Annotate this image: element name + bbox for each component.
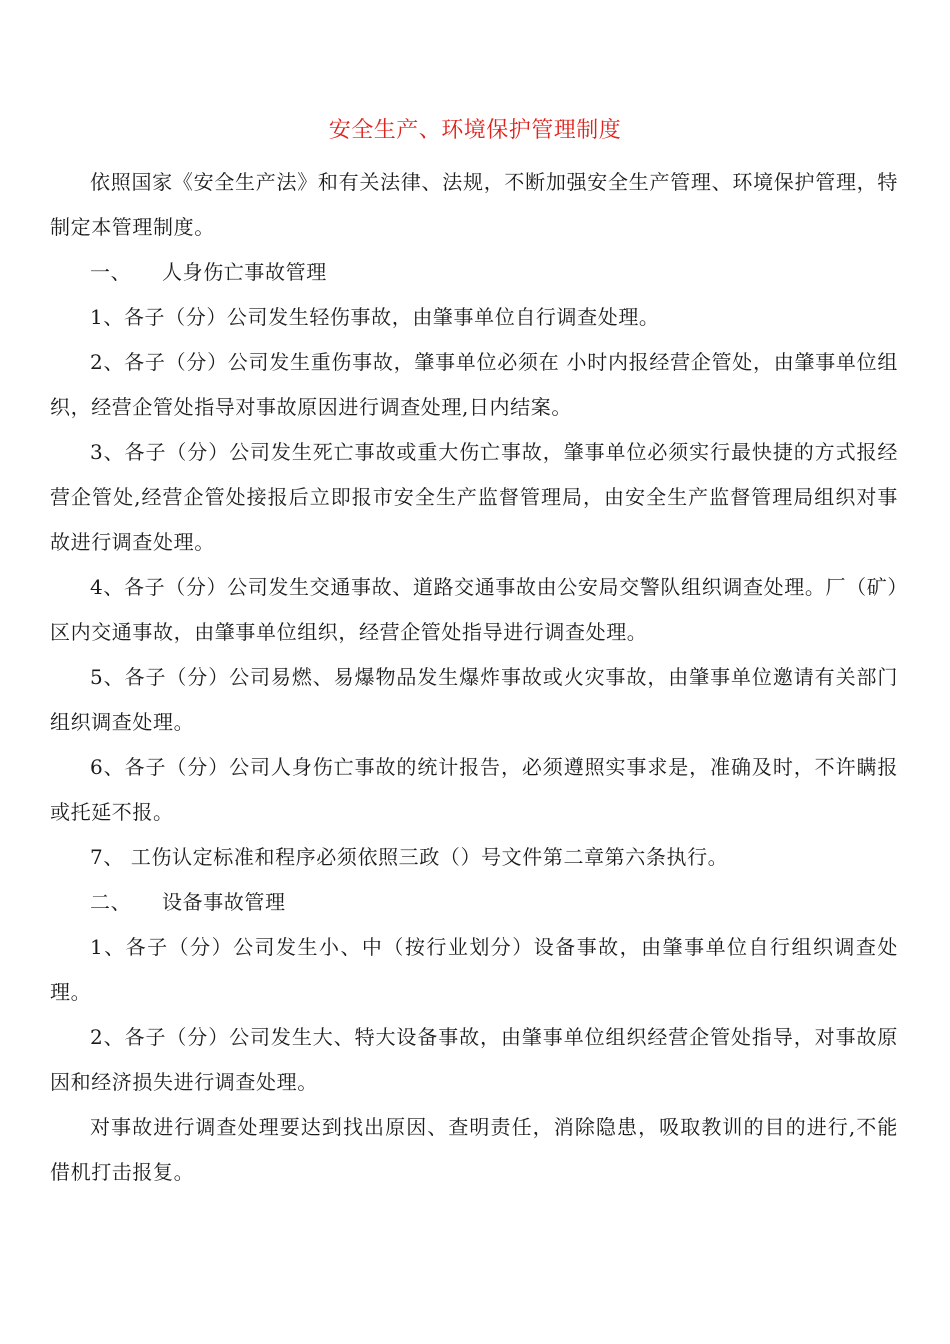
section-2-item: 1、各子（分）公司发生小、中（按行业划分）设备事故，由肇事单位自行组织调查处理。 bbox=[50, 935, 898, 1004]
closing-paragraph: 对事故进行调查处理要达到找出原因、查明责任，消除隐患，吸取教训的目的进行,不能借机打击报复。 bbox=[50, 1115, 898, 1184]
section-2-number: 二、 bbox=[90, 890, 132, 914]
document-body bbox=[50, 160, 898, 1195]
section-1-number: 一、 bbox=[90, 260, 132, 284]
section-2-title: 设备事故管理 bbox=[162, 890, 286, 914]
section-2-heading bbox=[50, 880, 898, 925]
section-1-item: 1、各子（分）公司发生轻伤事故，由肇事单位自行调查处理。 bbox=[90, 305, 660, 329]
section-1-item: 5、各子（分）公司易燃、易爆物品发生爆炸事故或火灾事故，由肇事单位邀请有关部门组织调查处理。 bbox=[50, 665, 898, 734]
section-1-item: 7、 工伤认定标准和程序必须依照三政（）号文件第二章第六条执行。 bbox=[90, 845, 729, 869]
section-2-item: 2、各子（分）公司发生大、特大设备事故，由肇事单位组织经营企管处指导，对事故原因和经济损失进行调查处理。 bbox=[50, 1025, 898, 1094]
section-1-item: 4、各子（分）公司发生交通事故、道路交通事故由公安局交警队组织调查处理。厂（矿）区内交通事故，由肇事单位组织，经营企管处指导进行调查处理。 bbox=[50, 575, 898, 644]
section-1-item: 3、各子（分）公司发生死亡事故或重大伤亡事故，肇事单位必须实行最快捷的方式报经营企管处,经营企管处接报后立即报市安全生产监督管理局，由安全生产监督管理局组织对事故进行调查处理。 bbox=[50, 440, 898, 554]
intro-paragraph: 依照国家《安全生产法》和有关法律、法规，不断加强安全生产管理、环境保护管理，特制定本管理制度。 bbox=[50, 170, 898, 239]
section-1-item: 2、各子（分）公司发生重伤事故，肇事单位必须在 小时内报经营企管处，由肇事单位组织，经营企管处指导对事故原因进行调查处理,日内结案。 bbox=[50, 350, 898, 419]
section-1-title: 人身伤亡事故管理 bbox=[162, 260, 327, 284]
section-1-heading bbox=[50, 250, 898, 295]
document-title: 安全生产、环境保护管理制度 bbox=[328, 118, 622, 143]
section-1-item: 6、各子（分）公司人身伤亡事故的统计报告，必须遵照实事求是，准确及时，不许瞒报或托延不报。 bbox=[50, 755, 898, 824]
